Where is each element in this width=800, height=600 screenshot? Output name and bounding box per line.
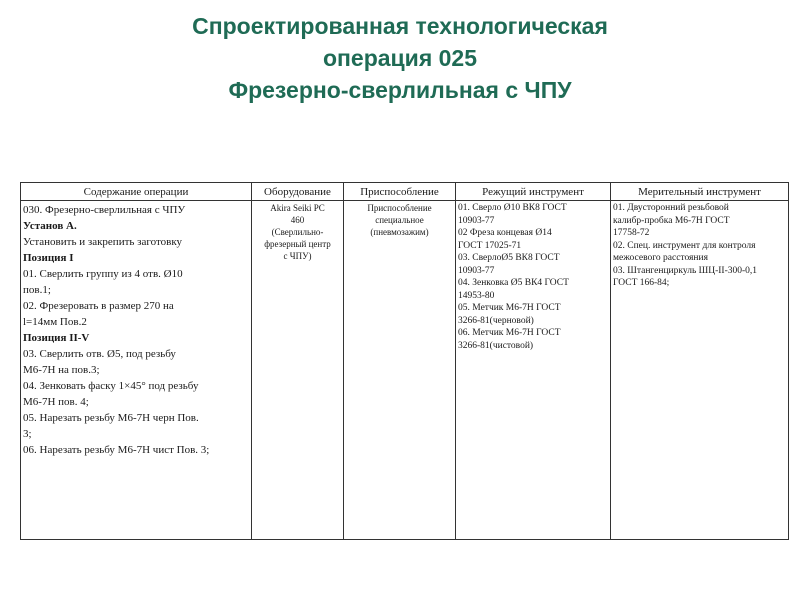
content-line: Установ А.: [23, 220, 77, 232]
cell-equipment: [252, 201, 344, 540]
table-header-row: [21, 183, 789, 201]
fixture-line: специальное: [375, 215, 424, 225]
content-line: 06. Нарезать резьбу М6-7Н чист Пов. 3;: [23, 444, 210, 456]
header-fixture: Приспособление: [344, 183, 456, 201]
content-line: пов.1;: [23, 284, 51, 296]
equipment-line: фрезерный центр: [264, 239, 331, 249]
content-line: 04. Зенковать фаску 1×45° под резьбу: [23, 380, 199, 392]
title-line-2: операция 025: [322, 45, 478, 71]
header-equipment: Оборудование: [252, 183, 344, 201]
cutting-line: 02 Фреза концевая Ø14: [458, 228, 552, 238]
content-line: 030. Фрезерно-сверлильная с ЧПУ: [23, 204, 186, 216]
measuring-line: 02. Спец. инструмент для контроля: [613, 240, 756, 251]
equipment-line: с ЧПУ): [283, 251, 312, 261]
cutting-line: 10903-77: [458, 265, 495, 276]
content-line: Позиция I: [23, 252, 74, 264]
content-line: l=14мм Пов.2: [23, 316, 87, 328]
cutting-line: 05. Метчик М6-7Н ГОСТ: [458, 303, 561, 313]
header-content: Содержание операции: [21, 183, 252, 201]
cutting-line: 03. СверлоØ5 ВК8 ГОСТ: [458, 253, 560, 263]
measuring-line: ГОСТ 166-84;: [613, 278, 670, 288]
operation-table: [20, 182, 789, 540]
measuring-line: 03. Штангенциркуль ШЦ-II-300-0,1: [613, 265, 758, 276]
content-line: 05. Нарезать резьбу М6-7Н черн Пов.: [23, 412, 199, 424]
cutting-line: ГОСТ 17025-71: [458, 240, 522, 251]
title-line-1: Спроектированная технологическая: [192, 13, 608, 39]
measuring-line: межосевого расстояния: [613, 253, 708, 263]
cell-cutting-tool: [456, 201, 611, 540]
title-line-3: Фрезерно-сверлильная с ЧПУ: [228, 77, 572, 103]
fixture-line: Приспособление: [367, 203, 432, 213]
content-line: М6-7Н на пов.3;: [23, 364, 100, 376]
measuring-line: 17758-72: [613, 228, 650, 238]
page-title: [0, 10, 800, 106]
cutting-line: 3266-81(чистовой): [458, 340, 534, 351]
cell-fixture: [344, 201, 456, 540]
cutting-line: 01. Сверло Ø10 ВК8 ГОСТ: [458, 203, 567, 213]
cutting-line: 14953-80: [458, 290, 495, 301]
equipment-line: Akira Seiki PC: [270, 203, 325, 213]
header-cutting-tool: Режущий инструмент: [456, 183, 611, 201]
equipment-line: (Сверлильно-: [271, 227, 324, 237]
header-measuring-tool: Мерительный инструмент: [611, 183, 789, 201]
content-line: 02. Фрезеровать в размер 270 на: [23, 300, 174, 312]
cutting-line: 06. Метчик М6-7Н ГОСТ: [458, 328, 561, 338]
content-line: 3;: [23, 428, 32, 440]
cell-measuring-tool: [611, 201, 789, 540]
fixture-line: (пневмозажим): [370, 227, 429, 237]
content-line: 01. Сверлить группу из 4 отв. Ø10: [23, 268, 183, 280]
content-line: М6-7Н пов. 4;: [23, 396, 89, 408]
measuring-line: 01. Двусторонний резьбовой: [613, 203, 729, 213]
content-line: Позиция II-V: [23, 332, 90, 344]
cutting-line: 3266-81(черновой): [458, 315, 534, 326]
cutting-line: 10903-77: [458, 215, 495, 226]
content-line: Установить и закрепить заготовку: [23, 236, 183, 248]
cell-content: [21, 201, 252, 540]
table-row: [21, 201, 789, 540]
content-line: 03. Сверлить отв. Ø5, под резьбу: [23, 348, 176, 360]
measuring-line: калибр-пробка М6-7Н ГОСТ: [613, 215, 730, 226]
cutting-line: 04. Зенковка Ø5 ВК4 ГОСТ: [458, 278, 569, 288]
equipment-line: 460: [290, 215, 305, 225]
